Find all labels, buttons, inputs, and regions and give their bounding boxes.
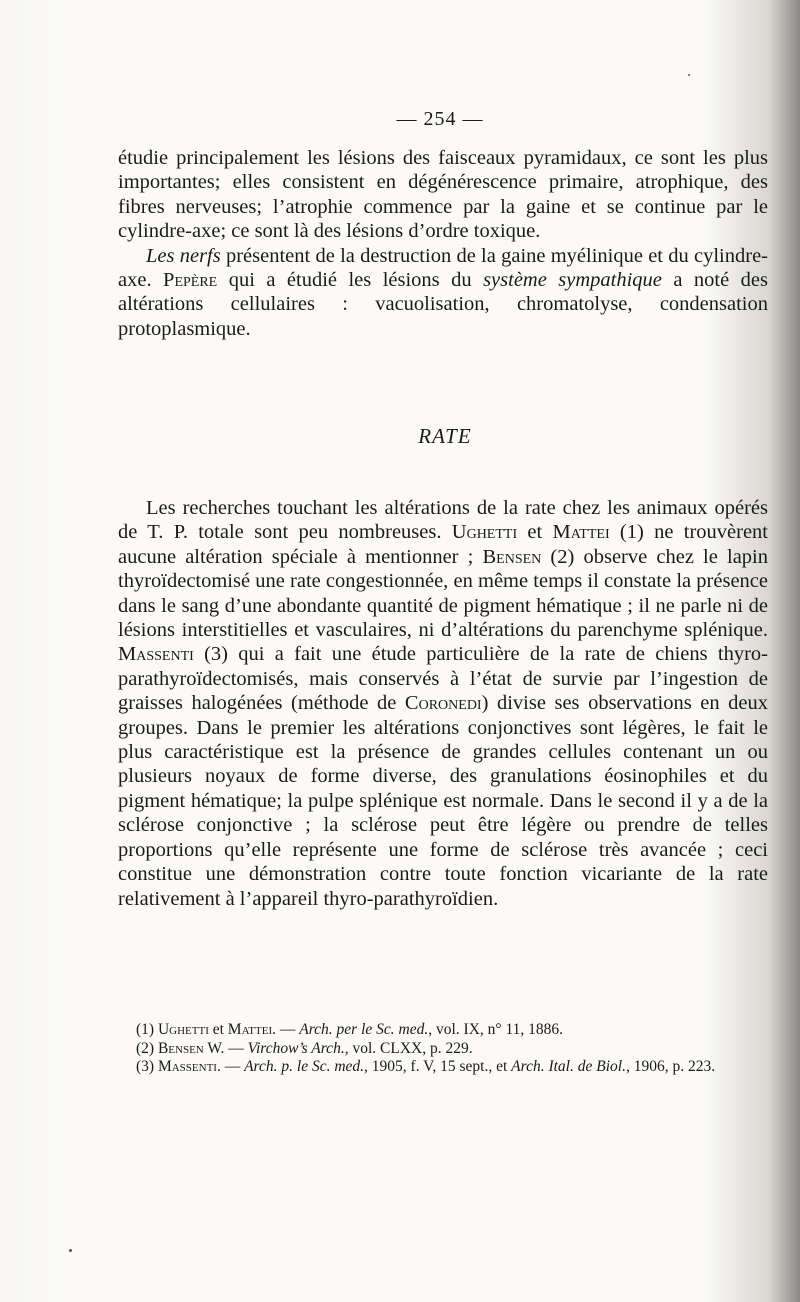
section-heading: RATE [418,424,472,448]
journal-title: Virchow’s Arch. [247,1039,345,1057]
top-text-block [118,146,768,341]
author-name: Bensen W. [157,1039,225,1057]
text-run: et [208,1021,228,1038]
author-name: Mattei [552,521,610,544]
text-run: , vol. IX, n° 11, 1886. [428,1021,564,1038]
footnote-2 [118,1040,758,1059]
text-run: . — [216,1058,245,1076]
rate-text-block [118,496,768,911]
journal-title: Arch. per le Sc. med. [299,1021,429,1038]
footnotes [118,1021,758,1077]
paragraph-rate [118,496,768,911]
paragraph-continuation: étudie principalement les lésions des faisceaux pyramidaux, ce sont les plus importantes; elles consistent en dégénérescence primaire, atrophique, des fibres nerveuses; l’atrophie commence par la gaine et se continue par le cylindre-axe; ce sont là des lésions d’ordre toxique. [118,147,768,243]
text-run: (2) observe chez le lapin thyroïdectomisé une rate congestionnée, en même temps il constate la présence dans le sang d’une abondante quantité de pigment hématique ; il ne parle ni de lésions interstitielles et vasculaires, ni d’altérations du parenchyme splénique. [118,545,768,642]
text-run: . — [272,1021,300,1038]
journal-title: Arch. Ital. de Biol. [511,1058,626,1076]
footnote-number: (1) [136,1021,158,1038]
author-name: Massenti [157,1058,217,1076]
footnote-number: (2) [136,1039,158,1057]
author-name: Pepère [163,269,218,292]
author-name: Ughetti [157,1021,209,1038]
text-run: (1) ne trouvèrent aucune altération spéciale à mentionner ; [118,521,769,568]
author-name: Massenti [118,643,194,666]
footnote-1 [118,1021,758,1040]
text-run: , 1905, f. V, 15 sept., et [364,1058,512,1076]
author-name: Mattei [227,1021,273,1038]
italic-term: système sympathique [483,269,662,292]
footnote-3 [118,1058,758,1077]
scan-speck [69,1249,72,1252]
page-number: — 254 — [396,108,484,130]
author-name: Bensen [482,545,542,568]
scan-speck [688,74,690,76]
text-run: — [224,1039,248,1057]
text-run: qui a étudié les lésions du [217,269,484,292]
italic-term: Les nerfs [146,244,221,267]
text-run: (3) qui a fait une étude particulière de la rate de chiens thyro-parathyroïdectomisés, mais conservés à l’état de survie par l’ingestion de graisses halogénées (méthode de [118,643,768,715]
text-run: , vol. CLXX, p. 229. [344,1039,473,1057]
text-run: ) divise ses observations en deux groupes. Dans le premier les altérations conjonctives sont légères, le fait le plus caractéristique est la présence de grandes cellules contenant un ou plusieurs noyaux de forme diverse, des granulations éosinophiles et du pigment hématique; la pulpe splénique est normale. Dans le second il y a de la sclérose conjonctive ; la sclérose peut être légère ou prendre de telles proportions qu’elle représente une forme de sclérose très avancée ; ceci constitue une démonstration contre toute fonction vicariante de la rate relativement à l’appareil thyro-parathyroïdien. [118,692,768,910]
text-run: présentent de la destruction de la gaine myélinique et du cylindre-axe. [118,244,768,292]
journal-title: Arch. p. le Sc. med. [244,1058,365,1076]
author-name: Coronedi [404,692,482,715]
footnote-number: (3) [136,1058,158,1076]
text-run: et [517,521,553,544]
text-run: Les recherches touchant les altérations de la rate chez les animaux opérés de T. P. totale sont peu nombreuses. [118,497,768,544]
paragraph-nerfs [118,244,768,342]
text-run: , 1906, p. 223. [625,1058,716,1076]
author-name: Ughetti [451,521,518,544]
text-run: a noté des altérations cellulaires : vacuolisation, chromatolyse, condensation protoplasmique. [118,269,769,340]
